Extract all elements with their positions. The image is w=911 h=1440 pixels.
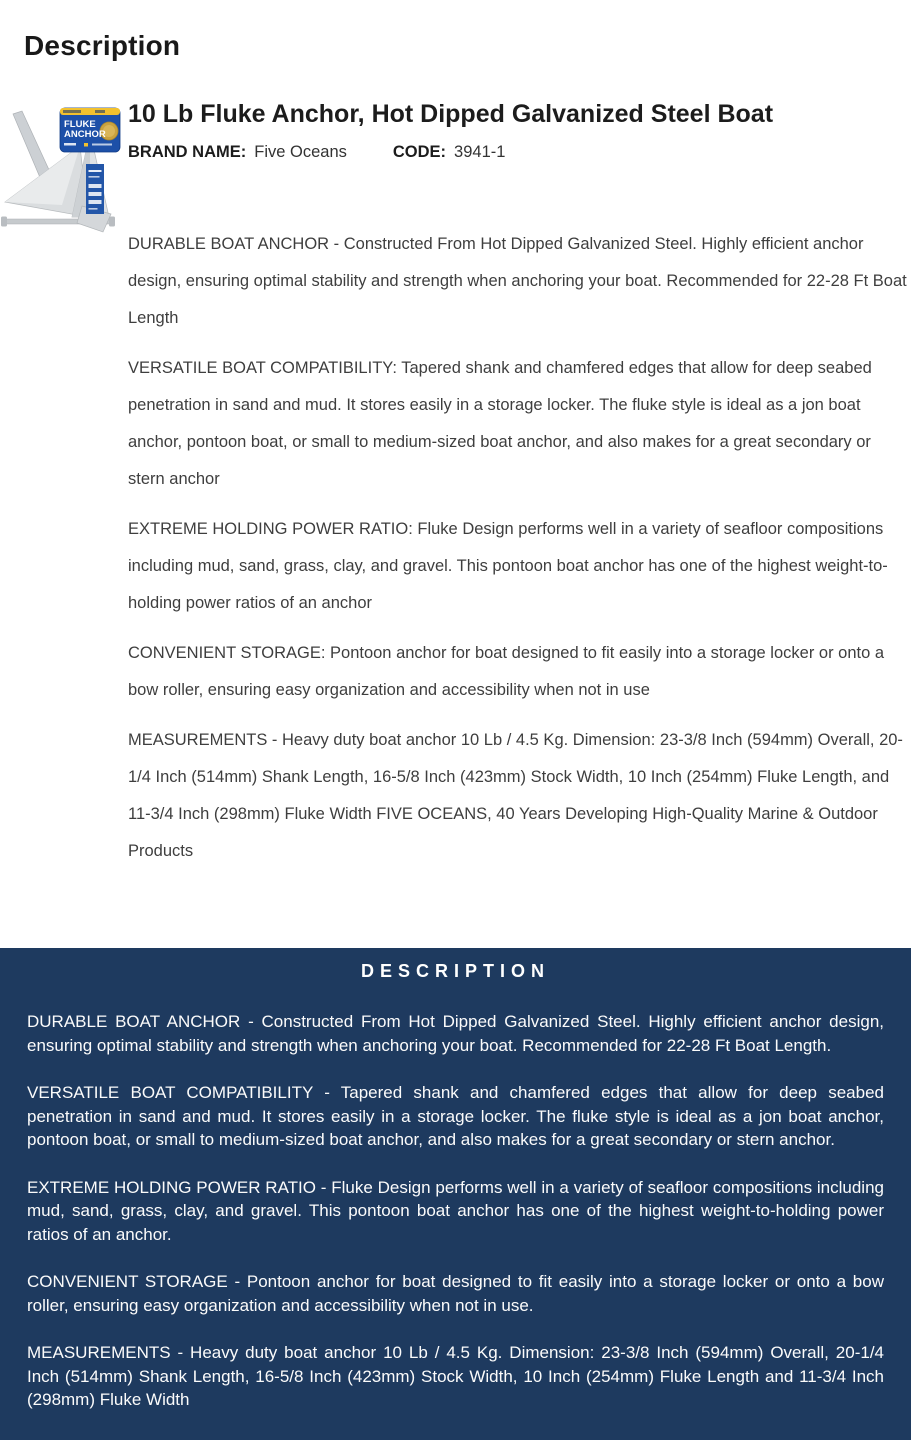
brand-name-label: BRAND NAME: <box>128 142 247 161</box>
banner-paragraph-measurements: MEASUREMENTS - Heavy duty boat anchor 10 Lb / 4.5 Kg. Dimension: 23-3/8 Inch (594mm) Overall, 20-1/4 Inch (514mm) Shank Length, 16-5/8 Inch (423mm) Stock Width, 10 Inch (254mm) Fluke Length and 11-3/4 Inch (298mm) Fluke Width <box>27 1343 884 1409</box>
product-paragraph-durable: DURABLE BOAT ANCHOR - Constructed From Hot Dipped Galvanized Steel. Highly efficient anchor design, ensuring optimal stability and strength when anchoring your boat. Recommended for 22-28 Ft Boat Length <box>128 234 907 327</box>
product-paragraph-versatile: VERSATILE BOAT COMPATIBILITY: Tapered shank and chamfered edges that allow for deep seabed penetration in sand and mud. It stores easily in a storage locker. The fluke style is ideal as a jon boat anchor, pontoon boat, or small to medium-sized boat anchor, and also makes for a great secondary or stern anchor <box>128 358 872 488</box>
product-meta <box>128 143 909 162</box>
banner-paragraph-storage: CONVENIENT STORAGE - Pontoon anchor for boat designed to fit easily into a storage locker or onto a bow roller, ensuring easy organization and accessibility when not in use. <box>27 1272 884 1315</box>
description-banner <box>0 948 911 1440</box>
fluke-anchor-photo <box>0 104 122 234</box>
product-image <box>0 104 122 234</box>
product-paragraph-storage: CONVENIENT STORAGE: Pontoon anchor for boat designed to fit easily into a storage locker or onto a bow roller, ensuring easy organization and accessibility when not in use <box>128 643 885 699</box>
page-title: Description <box>24 30 181 61</box>
product-paragraph-holding-power: EXTREME HOLDING POWER RATIO: Fluke Design performs well in a variety of seafloor compositions including mud, sand, grass, clay, and gravel. This pontoon boat anchor has one of the highest weight-to-holding power ratios of an anchor <box>128 519 888 612</box>
banner-description-text <box>27 1010 884 1412</box>
banner-title: DESCRIPTION <box>360 961 550 981</box>
svg-text:FLUKE: FLUKE <box>64 119 96 130</box>
product-label-card <box>60 108 120 152</box>
code-value: 3941-1 <box>454 142 506 161</box>
product-description-text <box>128 226 909 870</box>
product-paragraph-measurements: MEASUREMENTS - Heavy duty boat anchor 10 Lb / 4.5 Kg. Dimension: 23-3/8 Inch (594mm) Overall, 20-1/4 Inch (514mm) Shank Length, 16-5/8 Inch (423mm) Stock Width, 10 Inch (254mm) Fluke Length, and 11-3/4 Inch (298mm) Fluke Width FIVE OCEANS, 40 Years Developing High-Quality Marine & Outdoor Products <box>128 730 903 860</box>
product-summary <box>0 100 911 883</box>
product-title: 10 Lb Fluke Anchor, Hot Dipped Galvanized Steel Boat <box>128 100 774 128</box>
banner-paragraph-holding-power: EXTREME HOLDING POWER RATIO - Fluke Design performs well in a variety of seafloor compositions including mud, sand, grass, clay, and gravel. This pontoon boat anchor has one of the highest weight-to-holding power ratios of an anchor. <box>27 1177 884 1244</box>
svg-text:ANCHOR: ANCHOR <box>64 129 106 140</box>
banner-paragraph-durable: DURABLE BOAT ANCHOR - Constructed From Hot Dipped Galvanized Steel. Highly efficient anchor design, ensuring optimal stability and strength when anchoring your boat. Recommended for 22-28 Ft Boat Length. <box>27 1012 884 1055</box>
product-info <box>122 100 911 883</box>
banner-paragraph-versatile: VERSATILE BOAT COMPATIBILITY - Tapered shank and chamfered edges that allow for deep seabed penetration in sand and mud. It stores easily in a storage locker. The fluke style is ideal as a jon boat anchor, pontoon boat, or small to medium-sized boat anchor, and also makes for a great secondary or stern anchor. <box>27 1083 884 1149</box>
brand-name-value: Five Oceans <box>254 142 347 161</box>
code-label: CODE: <box>392 142 447 161</box>
